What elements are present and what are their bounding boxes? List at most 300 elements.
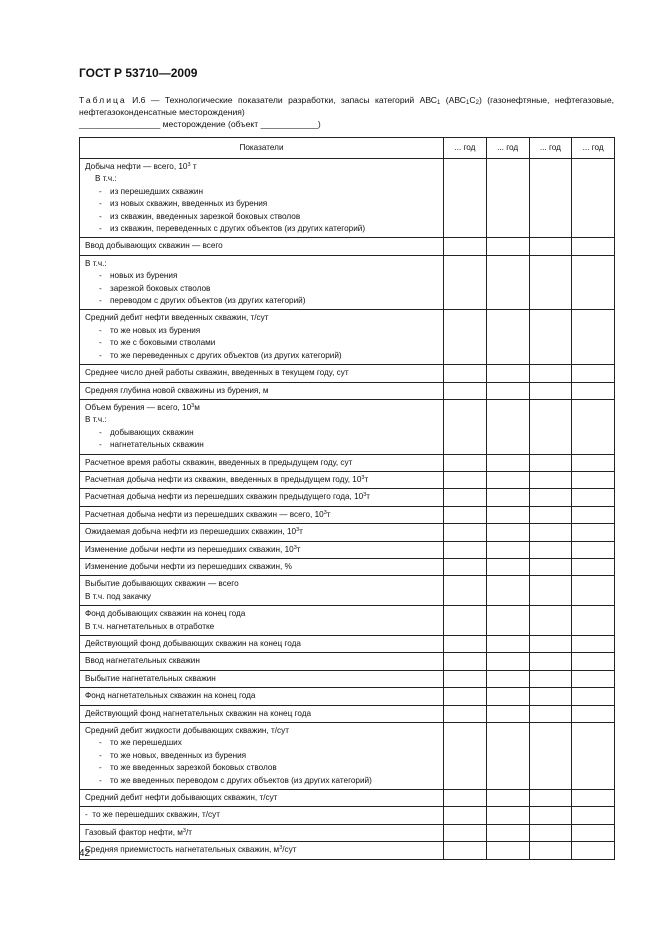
- list-dash: -: [99, 775, 102, 785]
- indicator-cell: [80, 606, 444, 636]
- indicator-text: Расчетная добыча нефти из перешедших скважин предыдущего года, 10: [85, 492, 364, 502]
- year-value-cell: [486, 636, 529, 653]
- year-value-cell: [486, 688, 529, 705]
- year-value-cell: [444, 807, 487, 824]
- indicator-cell: [80, 807, 444, 824]
- year-value-cell: [572, 382, 615, 399]
- year-value-cell: [529, 159, 572, 238]
- unit-exponent: 3: [296, 527, 300, 534]
- year-value-cell: [572, 489, 615, 506]
- table-header-row: [80, 138, 615, 159]
- year-value-cell: [486, 824, 529, 841]
- indicator-cell: [80, 524, 444, 541]
- year-value-cell: [529, 636, 572, 653]
- list-dash: -: [99, 186, 102, 196]
- indicator-text: то же введенных переводом с других объектов (из других категорий): [110, 775, 372, 785]
- year-value-cell: [529, 506, 572, 523]
- unit-exponent: 3: [363, 492, 367, 499]
- indicator-cell: [80, 558, 444, 575]
- year-value-cell: [529, 576, 572, 606]
- unit-suffix: т: [366, 492, 371, 502]
- header-year: ... год: [529, 138, 572, 159]
- year-value-cell: [444, 399, 487, 454]
- indicator-line: [85, 708, 438, 720]
- year-value-cell: [486, 606, 529, 636]
- year-value-cell: [486, 653, 529, 670]
- year-value-cell: [486, 576, 529, 606]
- unit-suffix: т: [299, 527, 303, 537]
- list-dash: -: [99, 211, 102, 221]
- indicator-text: добывающих скважин: [110, 427, 194, 437]
- year-value-cell: [444, 653, 487, 670]
- year-value-cell: [444, 471, 487, 488]
- indicator-line: [85, 186, 438, 198]
- year-value-cell: [572, 238, 615, 255]
- year-value-cell: [572, 524, 615, 541]
- table-row: [80, 365, 615, 382]
- year-value-cell: [444, 705, 487, 722]
- indicator-line: [85, 402, 438, 414]
- indicator-line: [85, 673, 438, 685]
- caption-text-part4: ) (газонефтяные, нефтегазовые, нефтегазоконденсатные месторождения): [79, 95, 615, 117]
- unit-suffix: м: [194, 402, 200, 412]
- indicator-cell: [80, 506, 444, 523]
- year-value-cell: [572, 723, 615, 790]
- indicator-line: [85, 544, 438, 556]
- indicator-line: [85, 223, 438, 235]
- table-row: [80, 636, 615, 653]
- indicator-line: [85, 312, 438, 324]
- indicator-line: [85, 198, 438, 210]
- year-value-cell: [572, 636, 615, 653]
- unit-suffix: /т: [185, 827, 192, 837]
- indicator-cell: [80, 576, 444, 606]
- unit-suffix: т: [190, 162, 197, 171]
- year-value-cell: [486, 524, 529, 541]
- table-row: [80, 842, 615, 859]
- indicator-line: [85, 439, 438, 451]
- table-row: [80, 688, 615, 705]
- indicator-text: Объем бурения — всего, 10: [85, 402, 192, 412]
- indicator-cell: [80, 723, 444, 790]
- year-value-cell: [444, 238, 487, 255]
- year-value-cell: [486, 365, 529, 382]
- year-value-cell: [486, 506, 529, 523]
- indicator-line: [85, 775, 438, 787]
- indicator-cell: [80, 670, 444, 687]
- indicator-text: нагнетательных скважин: [110, 440, 204, 450]
- year-value-cell: [486, 842, 529, 859]
- year-value-cell: [529, 688, 572, 705]
- year-value-cell: [572, 454, 615, 471]
- year-value-cell: [444, 636, 487, 653]
- year-value-cell: [572, 159, 615, 238]
- indicator-cell: [80, 365, 444, 382]
- indicator-line: [85, 211, 438, 223]
- indicator-line: [85, 161, 438, 173]
- header-year: ... год: [486, 138, 529, 159]
- year-value-cell: [529, 382, 572, 399]
- year-value-cell: [486, 471, 529, 488]
- list-dash: -: [99, 763, 102, 773]
- indicator-text: из новых скважин, введенных из бурения: [110, 199, 268, 209]
- indicator-line: [85, 638, 438, 650]
- year-value-cell: [444, 506, 487, 523]
- list-dash: -: [99, 440, 102, 450]
- year-value-cell: [529, 489, 572, 506]
- year-value-cell: [572, 471, 615, 488]
- year-value-cell: [486, 705, 529, 722]
- indicator-line: [85, 762, 438, 774]
- year-value-cell: [572, 670, 615, 687]
- caption-text-part2: (АВС: [440, 95, 467, 105]
- table-caption: [79, 94, 614, 130]
- year-value-cell: [572, 606, 615, 636]
- indicator-line: [85, 608, 438, 620]
- caption-subscript: 1: [437, 100, 441, 106]
- indicator-line: [85, 725, 438, 737]
- indicator-line: [85, 655, 438, 667]
- indicator-text: переводом с других объектов (из других категорий): [110, 296, 306, 306]
- year-value-cell: [529, 238, 572, 255]
- indicator-cell: [80, 790, 444, 807]
- indicator-text: из скважин, переведенных с других объектов (из других категорий): [110, 224, 366, 234]
- unit-suffix: т: [364, 474, 369, 484]
- table-row: [80, 541, 615, 558]
- indicator-cell: [80, 705, 444, 722]
- indicator-line: [85, 591, 438, 603]
- indicator-line: [85, 578, 438, 590]
- table-row: [80, 238, 615, 255]
- header-year: ... год: [444, 138, 487, 159]
- year-value-cell: [572, 824, 615, 841]
- table-row: [80, 506, 615, 523]
- unit-exponent: 3: [323, 509, 327, 516]
- indicator-text: то же введенных зарезкой боковых стволов: [110, 763, 277, 773]
- year-value-cell: [572, 807, 615, 824]
- indicator-line: [85, 283, 438, 295]
- indicator-line: [85, 385, 438, 397]
- indicator-cell: [80, 238, 444, 255]
- year-value-cell: [444, 688, 487, 705]
- indicator-line: [85, 457, 438, 469]
- indicator-line: [85, 792, 438, 804]
- year-value-cell: [486, 558, 529, 575]
- year-value-cell: [444, 790, 487, 807]
- year-value-cell: [486, 541, 529, 558]
- table-row: [80, 653, 615, 670]
- unit-suffix: т: [326, 509, 331, 519]
- unit-exponent: 3: [293, 544, 297, 551]
- indicator-cell: [80, 688, 444, 705]
- indicator-cell: [80, 255, 444, 310]
- year-value-cell: [486, 790, 529, 807]
- header-year: ... год: [572, 138, 615, 159]
- indicator-line: [85, 509, 438, 521]
- year-value-cell: [486, 382, 529, 399]
- indicator-line: [85, 350, 438, 362]
- indicator-text: В т.ч. нагнетательных в отработке: [85, 621, 215, 631]
- indicator-cell: [80, 399, 444, 454]
- year-value-cell: [486, 807, 529, 824]
- document-header: ГОСТ Р 53710—2009: [79, 66, 198, 80]
- indicator-cell: [80, 382, 444, 399]
- list-dash: -: [99, 750, 102, 760]
- year-value-cell: [529, 606, 572, 636]
- indicator-text: Действующий фонд добывающих скважин на конец года: [85, 639, 301, 648]
- indicator-text: Ожидаемая добыча нефти из перешедших скважин, 10: [85, 527, 297, 537]
- year-value-cell: [572, 653, 615, 670]
- unit-exponent: 3: [182, 827, 186, 834]
- indicator-text: то же переведенных с других объектов (из других категорий): [110, 350, 342, 360]
- year-value-cell: [444, 670, 487, 687]
- indicator-text: Средний дебит нефти введенных скважин, т/сут: [85, 313, 269, 323]
- indicator-text: Средняя приемистость нагнетательных скважин, м: [85, 845, 280, 855]
- indicator-line: [85, 258, 438, 270]
- year-value-cell: [444, 454, 487, 471]
- table-row: [80, 454, 615, 471]
- list-dash: -: [85, 810, 93, 820]
- table-row: [80, 807, 615, 824]
- indicator-line: [85, 367, 438, 379]
- table-row: [80, 399, 615, 454]
- list-dash: -: [99, 199, 102, 209]
- list-dash: -: [99, 283, 102, 293]
- indicator-text: Фонд добывающих скважин на конец года: [85, 609, 246, 619]
- year-value-cell: [529, 471, 572, 488]
- indicator-text: В т.ч.:: [95, 174, 117, 184]
- indicator-cell: [80, 310, 444, 365]
- year-value-cell: [529, 807, 572, 824]
- year-value-cell: [444, 558, 487, 575]
- unit-suffix: /сут: [282, 845, 297, 855]
- indicator-line: [85, 526, 438, 538]
- page-number: 42: [79, 848, 91, 859]
- indicator-text: Ввод добывающих скважин — всего: [85, 241, 223, 251]
- table-row: [80, 255, 615, 310]
- indicator-line: [85, 337, 438, 349]
- year-value-cell: [529, 310, 572, 365]
- header-indicators: Показатели: [80, 138, 444, 159]
- indicator-line: [85, 173, 438, 185]
- indicator-text: Средний дебит нефти добывающих скважин, т/сут: [85, 793, 278, 803]
- unit-exponent: 3: [187, 162, 191, 168]
- year-value-cell: [444, 524, 487, 541]
- year-value-cell: [444, 824, 487, 841]
- indicator-line: [85, 295, 438, 307]
- table-row: [80, 159, 615, 238]
- unit-exponent: 3: [361, 474, 365, 481]
- table-row: [80, 489, 615, 506]
- indicator-text: то же с боковыми стволами: [110, 338, 216, 348]
- caption-text-part1: И.6 — Технологические показатели разработки, запасы категорий АВС: [126, 95, 438, 105]
- indicator-line: [85, 809, 438, 821]
- caption-field-line: _________________ месторождение (объект ____________): [79, 119, 321, 129]
- indicator-text: Добыча нефти — всего, 10: [85, 162, 188, 171]
- indicator-cell: [80, 842, 444, 859]
- year-value-cell: [572, 399, 615, 454]
- indicator-line: [85, 827, 438, 839]
- indicator-line: [85, 750, 438, 762]
- indicator-cell: [80, 159, 444, 238]
- year-value-cell: [444, 310, 487, 365]
- year-value-cell: [486, 489, 529, 506]
- caption-text-part3: С: [469, 95, 476, 105]
- list-dash: -: [99, 738, 102, 748]
- year-value-cell: [572, 541, 615, 558]
- indicator-cell: [80, 454, 444, 471]
- year-value-cell: [444, 382, 487, 399]
- indicator-text: то же новых, введенных из бурения: [110, 750, 247, 760]
- indicators-table: [79, 137, 615, 860]
- table-row: [80, 310, 615, 365]
- indicator-line: [85, 240, 438, 252]
- indicator-cell: [80, 653, 444, 670]
- table-row: [80, 576, 615, 606]
- indicator-line: [85, 427, 438, 439]
- list-dash: -: [99, 271, 102, 281]
- indicator-text: из скважин, введенных зарезкой боковых стволов: [110, 211, 301, 221]
- year-value-cell: [529, 399, 572, 454]
- year-value-cell: [529, 653, 572, 670]
- year-value-cell: [572, 842, 615, 859]
- indicator-line: [85, 737, 438, 749]
- indicator-cell: [80, 541, 444, 558]
- year-value-cell: [572, 255, 615, 310]
- caption-subscript: 2: [475, 100, 479, 106]
- year-value-cell: [486, 454, 529, 471]
- year-value-cell: [529, 365, 572, 382]
- year-value-cell: [572, 790, 615, 807]
- year-value-cell: [529, 670, 572, 687]
- indicator-text: то же новых из бурения: [110, 325, 201, 335]
- list-dash: -: [99, 427, 102, 437]
- year-value-cell: [486, 238, 529, 255]
- year-value-cell: [444, 842, 487, 859]
- caption-label: Таблица: [79, 95, 127, 105]
- year-value-cell: [486, 723, 529, 790]
- indicator-text: Изменение добычи нефти из перешедших скважин, %: [85, 561, 292, 571]
- indicator-text: Среднее число дней работы скважин, введенных в текущем году, сут: [85, 368, 349, 378]
- unit-exponent: 3: [191, 402, 195, 409]
- year-value-cell: [572, 705, 615, 722]
- table-row: [80, 790, 615, 807]
- table-body: [80, 159, 615, 860]
- year-value-cell: [529, 824, 572, 841]
- year-value-cell: [572, 365, 615, 382]
- table-row: [80, 705, 615, 722]
- year-value-cell: [529, 558, 572, 575]
- indicator-text: из перешедших скважин: [110, 186, 203, 196]
- year-value-cell: [572, 310, 615, 365]
- indicator-line: [85, 414, 438, 426]
- table-row: [80, 524, 615, 541]
- indicator-text: Выбытие добывающих скважин — всего: [85, 579, 239, 589]
- list-dash: -: [99, 296, 102, 306]
- year-value-cell: [572, 558, 615, 575]
- indicator-text: Средний дебит жидкости добывающих скважин, т/сут: [85, 726, 289, 736]
- list-dash: -: [99, 350, 102, 360]
- indicator-text: Выбытие нагнетательных скважин: [85, 673, 216, 683]
- indicator-text: Изменение добычи нефти из перешедших скважин, 10: [85, 544, 294, 554]
- table-row: [80, 824, 615, 841]
- year-value-cell: [529, 524, 572, 541]
- year-value-cell: [529, 723, 572, 790]
- indicator-text: В т.ч.:: [85, 415, 107, 425]
- indicator-text: зарезкой боковых стволов: [110, 283, 211, 293]
- list-dash: -: [99, 338, 102, 348]
- year-value-cell: [572, 576, 615, 606]
- caption-subscript: 1: [466, 100, 470, 106]
- year-value-cell: [529, 255, 572, 310]
- year-value-cell: [444, 255, 487, 310]
- table-row: [80, 723, 615, 790]
- indicator-cell: [80, 489, 444, 506]
- year-value-cell: [444, 365, 487, 382]
- year-value-cell: [529, 842, 572, 859]
- year-value-cell: [444, 606, 487, 636]
- indicator-text: то же перешедших скважин, т/сут: [92, 810, 220, 820]
- indicator-line: [85, 270, 438, 282]
- indicator-text: Расчетное время работы скважин, введенных в предыдущем году, сут: [85, 457, 353, 467]
- year-value-cell: [444, 159, 487, 238]
- year-value-cell: [529, 705, 572, 722]
- indicator-text: Фонд нагнетательных скважин на конец года: [85, 691, 256, 701]
- indicator-cell: [80, 471, 444, 488]
- table-row: [80, 382, 615, 399]
- indicator-line: [85, 621, 438, 633]
- indicator-text: Действующий фонд нагнетательных скважин на конец года: [85, 708, 312, 718]
- indicator-text: Расчетная добыча нефти из перешедших скважин — всего, 10: [85, 509, 324, 519]
- table-row: [80, 606, 615, 636]
- table-row: [80, 558, 615, 575]
- unit-suffix: т: [296, 544, 301, 554]
- year-value-cell: [486, 310, 529, 365]
- indicator-cell: [80, 824, 444, 841]
- year-value-cell: [529, 790, 572, 807]
- table-row: [80, 670, 615, 687]
- indicator-text: Газовый фактор нефти, м: [85, 827, 183, 837]
- year-value-cell: [572, 688, 615, 705]
- indicator-line: [85, 325, 438, 337]
- year-value-cell: [572, 506, 615, 523]
- year-value-cell: [486, 159, 529, 238]
- indicator-text: Расчетная добыча нефти из скважин, введенных в предыдущем году, 10: [85, 474, 362, 484]
- indicator-cell: [80, 636, 444, 653]
- indicator-line: [85, 561, 438, 573]
- indicator-line: [85, 491, 438, 503]
- indicator-text: В т.ч.:: [85, 258, 107, 268]
- year-value-cell: [486, 399, 529, 454]
- year-value-cell: [444, 541, 487, 558]
- year-value-cell: [529, 454, 572, 471]
- indicator-line: [85, 844, 438, 856]
- indicator-line: [85, 474, 438, 486]
- list-dash: -: [99, 325, 102, 335]
- year-value-cell: [486, 255, 529, 310]
- year-value-cell: [444, 576, 487, 606]
- year-value-cell: [529, 541, 572, 558]
- year-value-cell: [444, 489, 487, 506]
- indicator-text: Ввод нагнетательных скважин: [85, 656, 200, 666]
- unit-exponent: 3: [279, 845, 283, 852]
- list-dash: -: [99, 224, 102, 234]
- year-value-cell: [486, 670, 529, 687]
- indicator-text: В т.ч. под закачку: [85, 591, 152, 601]
- table-row: [80, 471, 615, 488]
- indicator-text: Средняя глубина новой скважины из бурения, м: [85, 385, 269, 395]
- indicator-text: то же перешедших: [110, 738, 182, 748]
